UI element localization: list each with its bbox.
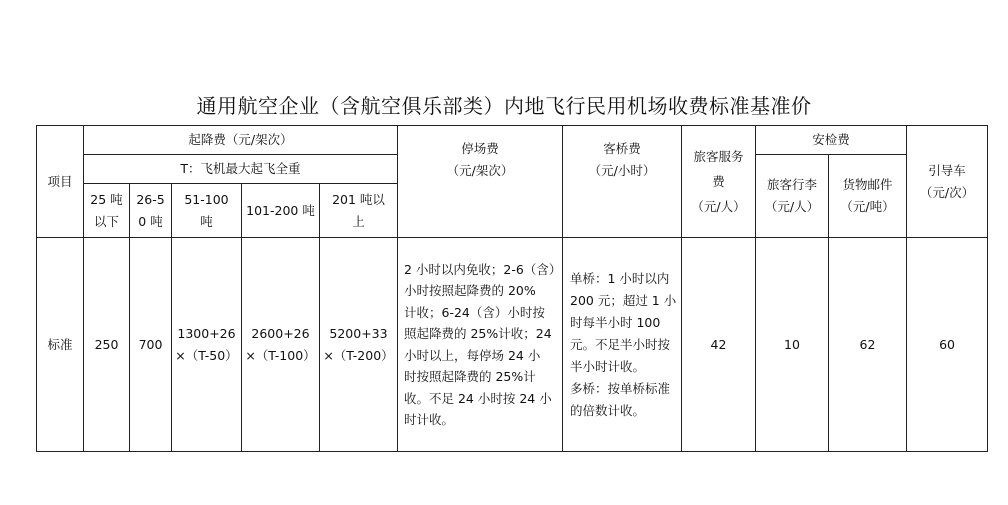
landing-fee-line: 5200+33 (329, 325, 388, 341)
landing-fee-line: ×（T-200） (323, 347, 394, 363)
parking-rule-line: 小时按照起降费的 20% (404, 283, 536, 298)
parking-rule-line: 时计收。 (404, 412, 455, 427)
parking-rule-line: 小时以上，每停场 24 小 (404, 347, 541, 363)
weight-class-line: 51-100 (184, 191, 229, 207)
bridge-rule-line: 元。不足半小时按 (570, 336, 671, 352)
weight-class-101-200 (242, 184, 320, 238)
row-label: 标准 (37, 238, 84, 452)
landing-fee-25 (84, 238, 130, 452)
landing-fee-26-50 (130, 238, 172, 452)
header-landing-fee: 起降费（元/架次） (84, 126, 398, 155)
header-passenger-service-line: 旅客服务 (693, 149, 744, 164)
header-parking-fee-line: （元/架次） (446, 163, 514, 178)
landing-fee-line: 700 (138, 336, 163, 352)
header-passenger-service-fee (682, 126, 756, 238)
weight-class-line: 0 吨 (138, 213, 163, 229)
landing-fee-line: 1300+26 (177, 325, 236, 341)
header-landing-note: T：飞机最大起飞全重 (84, 155, 398, 184)
weight-class-51-100 (172, 184, 242, 238)
header-security-fee: 安检费 (756, 126, 907, 155)
parking-rule-line: 计收；6-24（含）小时按 (404, 304, 545, 320)
weight-class-line: 101-200 吨 (246, 202, 315, 218)
header-bridge-fee (563, 126, 682, 238)
landing-fee-201-plus (320, 238, 398, 452)
landing-fee-101-200 (242, 238, 320, 452)
landing-fee-line: ×（T-50） (175, 347, 238, 363)
header-guide-car-line: （元/次） (919, 184, 975, 200)
weight-class-26-50 (130, 184, 172, 238)
landing-fee-line: ×（T-100） (245, 347, 316, 363)
header-cargo (829, 155, 907, 238)
header-parking-fee (398, 126, 563, 238)
parking-rule-line: 收。不足 24 小时按 24 小 (404, 390, 552, 406)
header-item: 项目 (37, 126, 84, 238)
weight-class-line: 上 (352, 213, 365, 229)
header-baggage (756, 155, 829, 238)
parking-rule-line: 2 小时以内免收；2-6（含） (404, 261, 562, 277)
bridge-rule-line: 多桥：按单桥标准 (570, 380, 671, 396)
parking-fee-rules (398, 238, 563, 452)
table-row (37, 238, 988, 452)
header-bridge-fee-line: 客桥费 (603, 141, 641, 156)
baggage-fee-value: 10 (756, 238, 829, 452)
bridge-rule-line: 200 元；超过 1 小 (570, 292, 677, 308)
header-cargo-line: （元/吨） (840, 199, 895, 214)
bridge-rule-line: 时每半小时 100 (570, 314, 661, 330)
header-baggage-line: 旅客行李 (766, 177, 817, 192)
landing-fee-51-100 (172, 238, 242, 452)
header-row-1 (37, 126, 988, 155)
header-guide-car-line: 引导车 (928, 162, 966, 178)
header-baggage-line: （元/人） (764, 199, 820, 214)
header-passenger-service-line: 费 (712, 174, 725, 189)
header-parking-fee-line: 停场费 (461, 141, 499, 156)
bridge-rule-line: 单桥：1 小时以内 (570, 270, 670, 286)
weight-class-line: 以下 (93, 213, 119, 229)
page-title: 通用航空企业（含航空俱乐部类）内地飞行民用机场收费标准基准价 (196, 94, 812, 118)
weight-class-25 (84, 184, 130, 238)
guide-car-fee-value: 60 (907, 238, 988, 452)
header-passenger-service-line: （元/人） (691, 199, 746, 214)
header-guide-car-fee (907, 126, 988, 238)
landing-fee-line: 2600+26 (251, 325, 310, 341)
header-cargo-line: 货物邮件 (842, 177, 893, 192)
fee-table (36, 125, 988, 452)
bridge-fee-rules (563, 238, 682, 452)
bridge-rule-line: 半小时计收。 (570, 358, 646, 374)
weight-class-line: 201 吨以 (332, 191, 385, 207)
bridge-rule-line: 的倍数计收。 (570, 402, 646, 418)
cargo-fee-value: 62 (829, 238, 907, 452)
passenger-service-fee-value: 42 (682, 238, 756, 452)
weight-class-line: 25 吨 (90, 191, 123, 207)
parking-rule-line: 时按照起降费的 25%计 (404, 369, 536, 384)
landing-fee-line: 250 (94, 336, 119, 352)
weight-class-201-plus (320, 184, 398, 238)
header-bridge-fee-line: （元/小时） (588, 163, 656, 178)
weight-class-line: 吨 (200, 213, 213, 229)
weight-class-line: 26-5 (136, 191, 165, 207)
parking-rule-line: 照起降费的 25%计收；24 (404, 326, 552, 341)
